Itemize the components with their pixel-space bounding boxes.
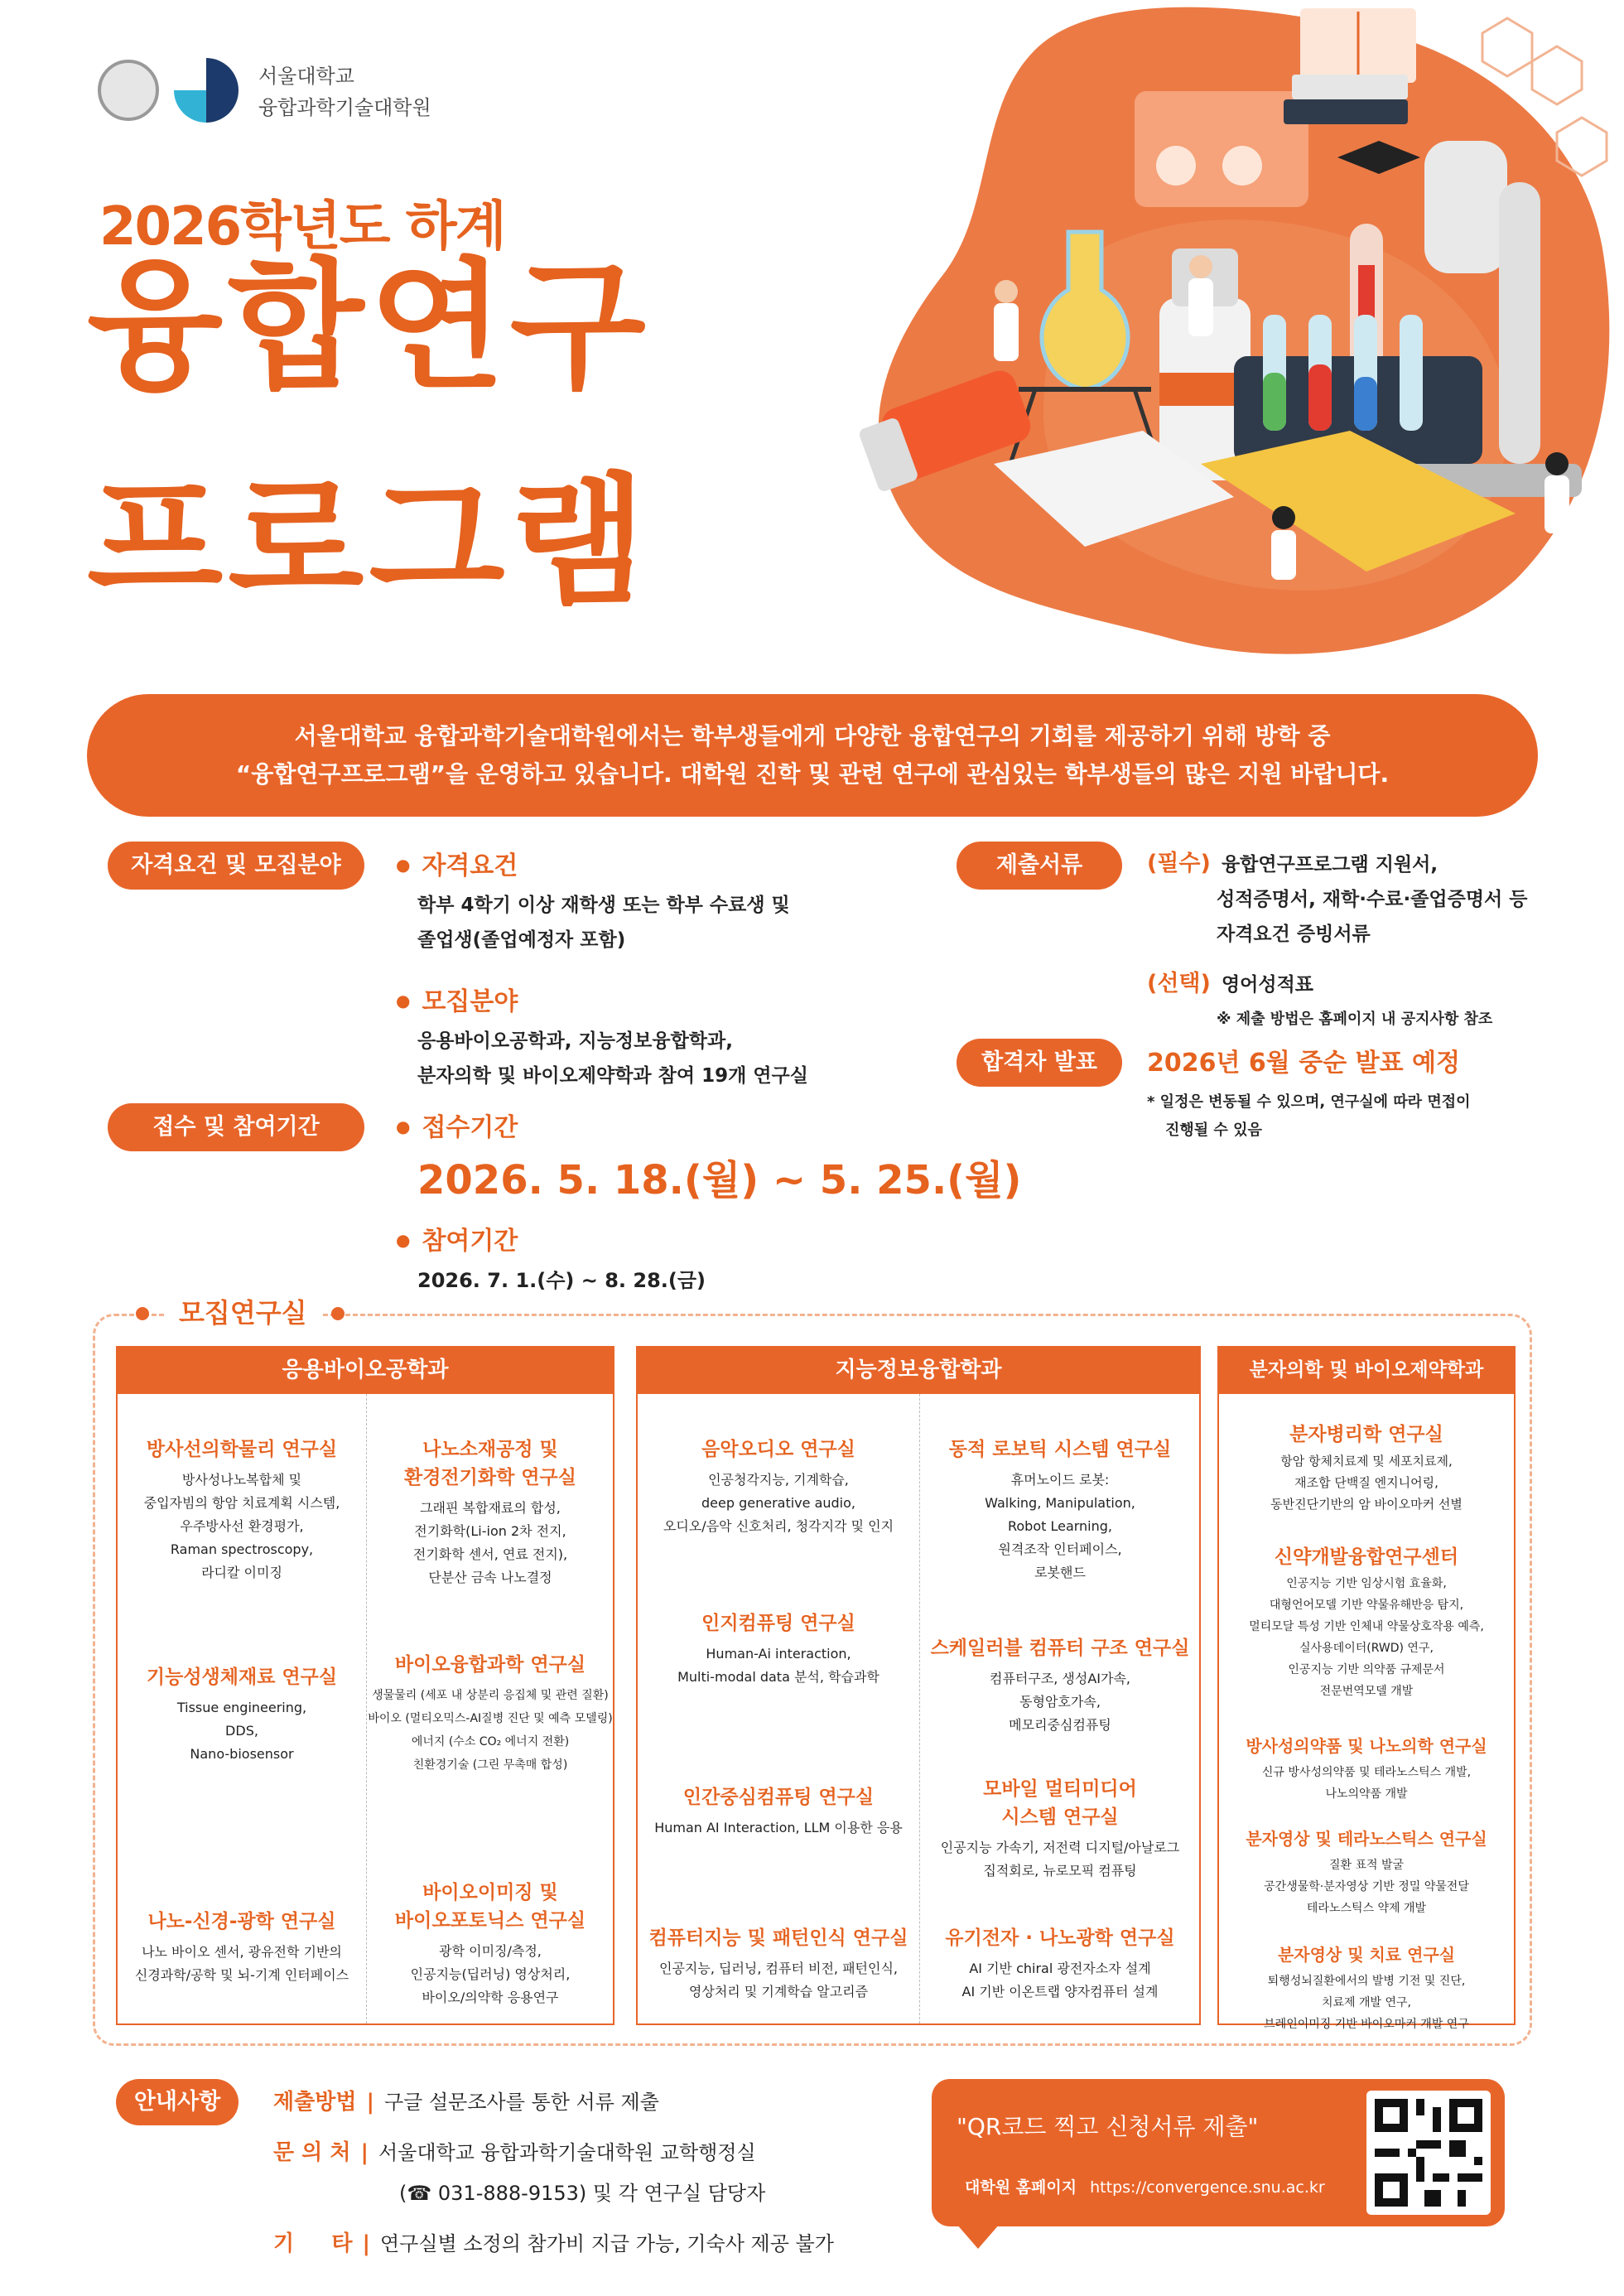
lab-desc xyxy=(1219,1970,1514,2035)
lab-bioimaging xyxy=(366,1879,614,2009)
lab-desc xyxy=(638,1816,919,1840)
qr-headline: "QR코드 찍고 신청서류 제출" xyxy=(957,2113,1259,2140)
lab-name: 분자영상 및 테라노스틱스 연구실 xyxy=(1246,1829,1487,1849)
lab-desc xyxy=(366,1497,614,1589)
university-name: 서울대학교 xyxy=(258,65,354,88)
desc-line: Human-Ai interaction, xyxy=(706,1646,851,1662)
desc-line: 재조합 단백질 엔지니어링, xyxy=(1294,1475,1438,1490)
desc-line: 인공지능 가속기, 저전력 디지털/아날로그 xyxy=(940,1840,1180,1855)
intro-banner xyxy=(87,694,1538,817)
required-tag: (필수) xyxy=(1147,851,1211,876)
desc-line: 라디칼 이미징 xyxy=(201,1565,282,1580)
homepage-url[interactable]: https://convergence.snu.ac.kr xyxy=(1090,2178,1325,2197)
school-name: 융합과학기술대학원 xyxy=(258,96,431,119)
documents-note: ※ 제출 방법은 홈페이지 내 공지사항 참조 xyxy=(1217,1011,1493,1028)
desc-line: 항암 항체치료제 및 세포치료제, xyxy=(1280,1454,1453,1469)
lab-desc xyxy=(919,1667,1201,1737)
dept-bioengineering xyxy=(116,1346,614,2025)
desc-line: 인공지능, 딥러닝, 컴퓨터 비전, 패턴인식, xyxy=(659,1961,898,1976)
desc-line: 전기화학 센서, 연료 전지), xyxy=(412,1546,568,1562)
desc-line: 퇴행성뇌질환에서의 발병 기전 및 진단, xyxy=(1267,1975,1466,1988)
gscst-logo-icon xyxy=(174,58,239,123)
dept-molecular-medicine-header: 분자의학 및 바이오제약학과 xyxy=(1219,1346,1514,1394)
documents-pill: 제출서류 xyxy=(957,842,1122,890)
lab-desc xyxy=(366,1940,614,2009)
desc-line: 영상처리 및 기계학습 알고리즘 xyxy=(688,1984,869,1999)
qr-code-icon[interactable] xyxy=(1366,2091,1491,2215)
desc-line: Multi-modal data 분석, 학습과학 xyxy=(677,1669,879,1685)
eligibility-section xyxy=(396,845,808,1093)
etc-label: 기 타 xyxy=(273,2231,353,2256)
lab-desc xyxy=(1219,1573,1514,1702)
lab-desc xyxy=(1219,1855,1514,1919)
desc-line: 질환 표적 발굴 xyxy=(1328,1859,1405,1872)
lab-bioconvergence xyxy=(366,1651,614,1777)
lab-desc xyxy=(118,1469,366,1585)
desc-line: 메모리중심컴퓨팅 xyxy=(1009,1717,1111,1733)
result-note2: 진행될 수 있음 xyxy=(1165,1121,1262,1139)
homepage-label: 대학원 홈페이지 xyxy=(965,2178,1077,2197)
required-line1: 융합연구프로그램 지원서, xyxy=(1221,854,1438,875)
documents-section xyxy=(1147,845,1528,1029)
etc-value: 연구실별 소정의 참가비 지급 가능, 기숙사 제공 불가 xyxy=(380,2232,834,2255)
dept-intelligent-info-header: 지능정보융합학과 xyxy=(638,1346,1199,1394)
lab-name: 컴퓨터지능 및 패턴인식 연구실 xyxy=(648,1927,908,1949)
desc-line: 인공청각지능, 기계학습, xyxy=(708,1472,849,1488)
desc-line: 동반진단기반의 암 바이오마커 선별 xyxy=(1270,1497,1463,1512)
field-line1: 응용바이오공학과, 지능정보융합학과, xyxy=(417,1030,733,1052)
desc-line: 멀티모달 특성 기반 인체내 약물상호작용 예측, xyxy=(1249,1620,1484,1633)
desc-line: Human AI Interaction, LLM 이용한 응용 xyxy=(654,1820,903,1835)
main-title-line1: 융합연구 xyxy=(87,245,651,409)
desc-line: 단분산 금속 나노결정 xyxy=(428,1570,552,1585)
lab-name: 분자병리학 연구실 xyxy=(1289,1424,1443,1445)
desc-line: 우주방사선 환경평가, xyxy=(180,1518,304,1534)
desc-line: 휴머노이드 로봇: xyxy=(1010,1472,1110,1488)
lab-name: 바이오이미징 및 xyxy=(422,1882,558,1903)
desc-line: Tissue engineering, xyxy=(176,1700,307,1715)
join-period-title: ● 참여기간 xyxy=(396,1220,1021,1257)
lab-name: 기능성생체재료 연구실 xyxy=(146,1667,338,1688)
apply-period-dates: 2026. 5. 18.(월) ~ 5. 25.(월) xyxy=(417,1157,1022,1203)
desc-line: 인공지능 기반 임상시험 효율화, xyxy=(1286,1577,1447,1590)
dept-molecular-medicine xyxy=(1217,1346,1516,2031)
desc-line: 공간생물학·분자영상 기반 정밀 약물전달 xyxy=(1264,1880,1469,1893)
lab-radiopharma-nanomedicine xyxy=(1219,1732,1514,1805)
lab-desc xyxy=(919,1836,1201,1883)
desc-line: 원격조작 인터페이스, xyxy=(998,1541,1122,1557)
dept-bioengineering-header: 응용바이오공학과 xyxy=(118,1346,613,1394)
result-date: 2026년 6월 중순 발표 예정 xyxy=(1147,1049,1460,1078)
contact-label: 문 의 처 xyxy=(273,2140,351,2165)
desc-line: 바이오 (멀티오믹스-AI질병 진단 및 예측 모델링) xyxy=(368,1712,613,1725)
main-title-line2: 프로그램 xyxy=(87,461,651,625)
lab-name: 인간중심컴퓨팅 연구실 xyxy=(682,1787,875,1808)
desc-line: 광학 이미징/측정, xyxy=(439,1943,542,1959)
lab-molecular-pathology xyxy=(1219,1421,1514,1515)
intro-line2: “융합연구프로그램”을 운영하고 있습니다. 대학원 진학 및 관련 연구에 관심있는 학부생들의 많은 지원 바랍니다. xyxy=(235,760,1390,788)
qr-callout xyxy=(932,2079,1505,2226)
lab-desc xyxy=(919,1469,1201,1585)
lab-name-line2: 시스템 연구실 xyxy=(1001,1806,1119,1828)
dept3-col xyxy=(1219,1394,1514,2031)
lab-dynamic-robotics xyxy=(919,1435,1201,1585)
header-illustration xyxy=(853,0,1624,679)
lab-radiation-physics xyxy=(118,1435,366,1585)
desc-line: 전기화학(Li-ion 2차 전지, xyxy=(414,1523,566,1539)
lab-name-line2: 환경전기화학 연구실 xyxy=(404,1467,576,1488)
lab-desc xyxy=(118,1941,366,1987)
desc-line: 신경과학/공학 및 뇌-기계 인터페이스 xyxy=(134,1967,349,1983)
year-title: 2026학년도 하계 xyxy=(99,196,505,258)
apply-period-title: ● 접수기간 xyxy=(396,1107,1021,1143)
desc-line: 나노의약품 개발 xyxy=(1325,1787,1408,1801)
desc-line: 로봇핸드 xyxy=(1034,1565,1086,1580)
lab-molecular-imaging-theranostics xyxy=(1219,1825,1514,1919)
join-period-dates: 2026. 7. 1.(수) ~ 8. 28.(금) xyxy=(417,1269,706,1292)
required-line2: 성적증명서, 재학·수료·졸업증명서 등 xyxy=(1217,889,1528,910)
desc-line: 나노 바이오 센서, 광유전학 기반의 xyxy=(142,1944,342,1960)
desc-line: 인공지능 기반 의약품 규제문서 xyxy=(1288,1663,1445,1676)
dept1-left-col xyxy=(118,1394,366,2023)
desc-line: AI 기반 이온트랩 양자컴퓨터 설계 xyxy=(961,1984,1159,1999)
lab-desc xyxy=(1219,1450,1514,1515)
desc-line: deep generative audio, xyxy=(701,1495,855,1511)
lab-name: 유기전자 · 나노광학 연구실 xyxy=(945,1927,1175,1949)
method-label: 제출방법 xyxy=(273,2090,357,2115)
lab-desc xyxy=(118,1696,366,1766)
lab-desc xyxy=(919,1957,1201,2004)
result-note1: * 일정은 변동될 수 있으며, 연구실에 따라 면접이 xyxy=(1147,1093,1471,1111)
desc-line: 신규 방사성의약품 및 테라노스틱스 개발, xyxy=(1261,1766,1472,1779)
desc-line: 실사용데이터(RWD) 연구, xyxy=(1299,1642,1434,1655)
desc-line: 에너지 (수소 CO₂ 에너지 전환) xyxy=(411,1735,570,1749)
method-value: 구글 설문조사를 통한 서류 제출 xyxy=(383,2091,659,2114)
labs-title-dot-right xyxy=(331,1307,345,1320)
dept2-right-col xyxy=(919,1394,1201,2023)
optional-tag: (선택) xyxy=(1147,971,1211,996)
desc-line: 치료제 개발 연구, xyxy=(1321,1996,1412,2009)
desc-line: Nano-biosensor xyxy=(190,1746,294,1762)
dept2-left-col xyxy=(638,1394,919,2023)
homepage-row xyxy=(965,2175,1325,2197)
lab-molecular-imaging-therapy xyxy=(1219,1941,1514,2035)
lab-name: 나노-신경-광학 연구실 xyxy=(147,1911,336,1932)
desc-line: 방사성나노복합체 및 xyxy=(181,1472,302,1488)
lab-computer-intelligence xyxy=(638,1924,919,2004)
desc-line: 생물물리 (세포 내 상분리 응집체 및 관련 질환) xyxy=(372,1689,609,1702)
desc-line: 인공지능(딥러닝) 영상처리, xyxy=(410,1966,571,1982)
lab-name: 나노소재공정 및 xyxy=(422,1439,558,1460)
lab-mobile-multimedia xyxy=(919,1775,1201,1883)
contact-value1: 서울대학교 융합과학기술대학원 교학행정실 xyxy=(378,2141,756,2164)
desc-line: 테라노스틱스 약제 개발 xyxy=(1306,1902,1427,1915)
result-pill: 합격자 발표 xyxy=(957,1039,1122,1087)
requirement-line1: 학부 4학기 이상 재학생 또는 학부 수료생 및 xyxy=(417,895,790,916)
desc-line: DDS, xyxy=(225,1723,258,1739)
lab-nanomaterials xyxy=(366,1435,614,1589)
desc-line: 그래핀 복합재료의 합성, xyxy=(420,1500,561,1516)
desc-line: Raman spectroscopy, xyxy=(170,1541,314,1557)
lab-name: 방사성의약품 및 나노의학 연구실 xyxy=(1246,1736,1487,1756)
labs-title-dot-left xyxy=(136,1307,149,1320)
lab-desc xyxy=(638,1469,919,1538)
lab-drug-development-center xyxy=(1219,1543,1514,1702)
lab-music-audio xyxy=(638,1435,919,1538)
lab-nano-neuro-optics xyxy=(118,1908,366,1987)
desc-line: 집적회로, 뉴로모픽 컴퓨팅 xyxy=(983,1863,1137,1879)
lab-name: 동적 로보틱 시스템 연구실 xyxy=(948,1439,1172,1460)
lab-biomaterials xyxy=(118,1663,366,1766)
desc-line: 바이오/의약학 응용연구 xyxy=(422,1990,559,2005)
desc-line: 동형암호가속, xyxy=(1019,1694,1101,1710)
period-section xyxy=(396,1107,1021,1298)
lab-name: 신약개발융합연구센터 xyxy=(1274,1546,1459,1568)
lab-desc xyxy=(638,1642,919,1689)
desc-line: 중입자빔의 항암 치료계획 시스템, xyxy=(143,1495,340,1511)
desc-line: Robot Learning, xyxy=(1007,1518,1113,1534)
period-pill: 접수 및 참여기간 xyxy=(108,1103,364,1151)
intro-line1: 서울대학교 융합과학기술대학원에서는 학부생들에게 다양한 융합연구의 기회를 제공하기 위해 방학 중 xyxy=(294,722,1331,750)
lab-organic-electronics xyxy=(919,1924,1201,2004)
result-section xyxy=(1147,1042,1471,1145)
desc-line: 컴퓨터구조, 생성AI가속, xyxy=(989,1671,1131,1686)
lab-name: 인지컴퓨팅 연구실 xyxy=(701,1613,855,1634)
labs-title: 모집연구실 xyxy=(166,1292,320,1330)
snu-emblem-icon xyxy=(98,60,159,121)
school-logo-text xyxy=(258,60,431,123)
desc-line: 친환경기술 (그린 무촉매 합성) xyxy=(412,1758,568,1772)
required-line3: 자격요건 증빙서류 xyxy=(1217,924,1371,945)
lab-name: 바이오융합과학 연구실 xyxy=(394,1654,586,1676)
lab-name: 분자영상 및 치료 연구실 xyxy=(1277,1945,1456,1965)
lab-name-line2: 바이오포토닉스 연구실 xyxy=(394,1910,586,1932)
lab-name: 스케일러블 컴퓨터 구조 연구실 xyxy=(930,1638,1190,1659)
qr-callout-tail xyxy=(957,2224,1000,2249)
desc-line: 대형언어모델 기반 약물유해반응 탐지, xyxy=(1269,1599,1464,1612)
field-title: ● 모집분야 xyxy=(396,981,808,1017)
field-line2: 분자의학 및 바이오제약학과 참여 19개 연구실 xyxy=(417,1065,808,1087)
eligibility-pill: 자격요건 및 모집분야 xyxy=(108,842,364,890)
lab-name: 모바일 멀티미디어 xyxy=(983,1778,1137,1800)
desc-line: 오디오/음악 신호처리, 청각지각 및 인지 xyxy=(663,1518,894,1534)
requirement-line2: 졸업생(졸업예정자 포함) xyxy=(417,929,626,951)
dept1-right-col xyxy=(366,1394,614,2023)
info-pill: 안내사항 xyxy=(116,2079,239,2125)
lab-desc xyxy=(638,1957,919,2004)
lab-name: 방사선의학물리 연구실 xyxy=(146,1439,338,1460)
contact-value2: (☎ 031-888-9153) 및 각 연구실 담당자 xyxy=(399,2182,766,2205)
lab-human-centered xyxy=(638,1783,919,1840)
lab-scalable-arch xyxy=(919,1634,1201,1737)
info-section: 제출방법 | 구글 설문조사를 통한 서류 제출 문 의 처 | 서울대학교 융합과학기술대학원 교학행정실 (☎ 031-888-9153) 및 각 연구실 담당자 기 타 | 연구실별 소정의 참가비 지급 가능, 기숙사 제공 불가 xyxy=(273,2090,834,2256)
desc-line: 브레인이미징 기반 바이오마커 개발 연구 xyxy=(1264,2018,1469,2031)
desc-line: AI 기반 chiral 광전자소자 설계 xyxy=(969,1961,1151,1976)
lab-desc xyxy=(1219,1762,1514,1805)
lab-desc xyxy=(366,1684,614,1777)
requirement-title: ● 자격요건 xyxy=(396,845,808,881)
optional-line: 영어성적표 xyxy=(1221,974,1314,996)
dept-intelligent-info xyxy=(636,1346,1201,2025)
lab-cognitive-computing xyxy=(638,1609,919,1689)
lab-name: 음악오디오 연구실 xyxy=(701,1439,855,1460)
desc-line: 전문번역모델 개발 xyxy=(1319,1685,1414,1698)
desc-line: Walking, Manipulation, xyxy=(985,1495,1135,1511)
